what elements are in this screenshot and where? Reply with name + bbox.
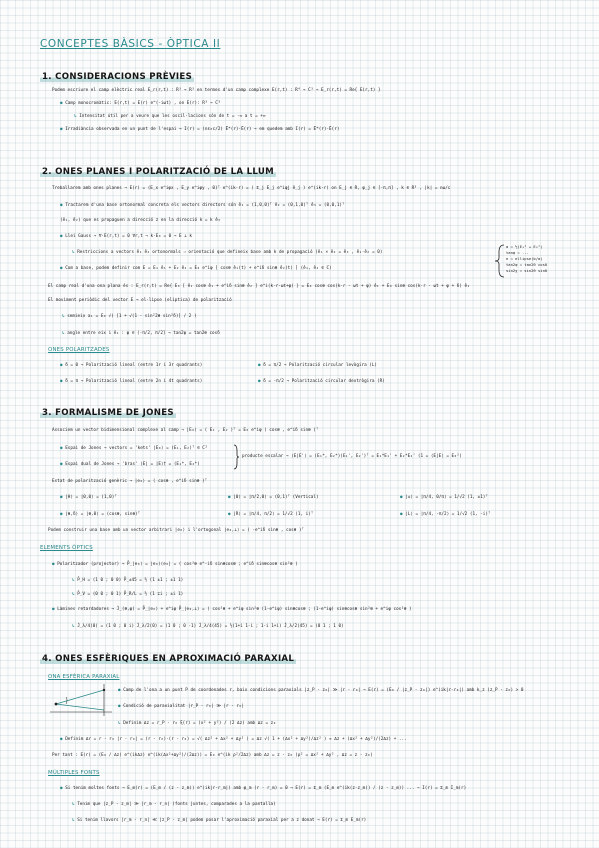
section-heading-1: 1. CONSIDERACIONS PRÈVIES: [42, 72, 193, 82]
state-vector: ● |R⟩ = |π/4, π/2⟩ = 1/√2 (1, i)ᵀ: [228, 512, 314, 517]
side-note: e = ellipse(b/a): [506, 256, 543, 261]
arrow-icon: ↳: [72, 802, 78, 807]
text-line: ● Espai dual de Jones → 'bras' ⟨E| = |E⟩† = (E₁*, E₂*): [60, 462, 200, 467]
text-line: ● δ = π/2 → Polarització circular levògira (L): [258, 363, 378, 368]
bullet-icon: ●: [400, 512, 406, 517]
text-line: ● Com a base, podem definir com E = E₁ ê₁ + E₂ ê₂ = E₀ e^iφ [ cosθ ê₁(t) + e^iδ sinθ ê₂(t) ] (ê₁, ê₂ ∈ C): [60, 266, 332, 271]
text-line: (ê₁, ê₂) que es propaguen a direcció z en la direcció k = k ê₃: [60, 218, 221, 223]
side-note: a = ½(E₁² + E₂²): [506, 244, 543, 249]
state-vector: ● |±⟩ = |π/4, 0/π⟩ = 1/√2 (1, ±1)ᵀ: [400, 495, 488, 500]
bullet-icon: ●: [118, 704, 124, 709]
state-vector: ● |L⟩ = |π/4, -π/2⟩ = 1/√2 (1, -i)ᵀ: [400, 512, 491, 517]
bullet-icon: ●: [60, 363, 66, 368]
source-point: [55, 703, 58, 706]
text-line: ● Definim Δr = r - r₀ |r - r₀| = (r - r₀)·(r - r₀) = √( Δz² + Δx² + Δy² ) = Δz √( 1 + (Δx² + Δy²)/Δz² ) ≈ Δz + (Δx² + Δy²)/(2Δz) + ...: [60, 737, 407, 742]
text-line: ● δ = -π/2 → Polarització circular dextrògira (R): [258, 379, 385, 384]
arrow-icon: ↳: [62, 331, 68, 336]
text-line: Podem escriure el camp elèctric real E_r(r,t) : R³ → R³ en termes d'un camp complexe E(r,t) : R⁴ → C³ → E_r(r,t) = Re{ E(r,t) }: [52, 88, 381, 93]
bullet-icon: ●: [60, 495, 66, 500]
bullet-icon: ●: [60, 266, 66, 271]
text-line: ↳ Si tenim llavors |r_m - r_n| ≪ |z_P - z_m| podem posar l'aproximació paraxial per a z donat → E(r) = Σ_m E_m(r): [72, 818, 367, 823]
side-note: tan2ψ = tan2θ cosδ: [506, 262, 548, 267]
text-line: ↳ angle entre eix i ê₁ : ψ ∈ (-π/2, π/2] → tan2ψ = tan2θ cosδ: [62, 331, 220, 336]
state-vector: ● |θ,δ⟩ = |θ,0⟩ = (cosθ, sinθ)ᵀ: [60, 512, 141, 517]
section-heading-3: 3. FORMALISME DE JONES: [42, 408, 174, 418]
bullet-icon: ●: [60, 512, 66, 517]
bullet-icon: ●: [258, 379, 264, 384]
matrix-line: ↳ P̂_H = (1 0 ; 0 0) P̂_±45 = ½ (1 ±1 ; ±1 1): [72, 578, 184, 583]
text-line: ● Si tenim moltes fonts → E_m(r) = (E_m / (z - z_m)) e^(ik|r-r_m|) amb φ_m (r - r_m) = 0 → E(r) = Σ_m (E_m e^(ik(z-z_m)) / (z - z_m)) ... → I(r) = Σ_m I_m(r): [60, 786, 467, 791]
text-line: Treballarem amb ones planes → E(r) = (E_x e^iφx , E_y e^iφy , 0)ᵀ e^(ik·r) = ( Σ_j E_j e^iφj ê_j ) e^(ik·r) on E_j ∈ R, φ_j ∈ [-π,π] , k ∈ R³ , |k| = nω/c: [52, 186, 451, 191]
ray-line: [56, 690, 104, 704]
bullet-icon: ●: [52, 607, 58, 612]
arrow-icon: ↳: [72, 592, 78, 597]
text-line: ● Tractarem d'una base ortonormal concreta els vectors directors són ê₁ = (1,0,0)ᵀ ê₂ = (0,1,0)ᵀ ê₃ = (0,0,1)ᵀ: [60, 203, 345, 208]
text-line: Estat de polarització genèric → |e₀⟩ = ( cosθ , e^iδ sinθ )ᵀ: [52, 479, 208, 484]
subheading: MÚLTIPLES FONTS: [48, 770, 100, 776]
text-line: ● Polaritzador (projector) → P̂_|e₀⟩ = |e₀⟩⟨e₀| = ( cos²θ e^-iδ sinθcosθ ; e^iδ sinθcosθ sin²θ ): [52, 562, 298, 567]
bullet-icon: ●: [228, 495, 234, 500]
text-line: Podem construir una base amb un vector arbitrari |e₀⟩ i l'ortogonal |e₀,⊥⟩ = ( -e^iδ sinθ , cosθ )ᵀ: [48, 528, 305, 533]
text-line: El camp real d'una ona plana és : E_r(r,t) = Re{ E₀ [ ê₁ cosθ ê₁ + e^iδ sinθ ê₂ ] e^i(k·r-ωt+φ) } = E₀ cosθ cos(k·r - ωt + φ) ê₁ + E₀ sinθ cos(k·r - ωt + φ + δ) ê₂: [48, 284, 470, 289]
subheading: ONES POLARITZADES: [48, 347, 110, 353]
text-line: ● δ = π → Polarització lineal (entre 2n i 4t quadrants): [60, 379, 203, 384]
side-note: sin2χ = sin2θ sinδ: [506, 268, 548, 273]
arrow-icon: ↳: [72, 250, 78, 255]
text-line: producte escalar → ⟨E|E'⟩ = (E₁*, E₂*)(E₁', E₂')ᵀ = E₁*E₁' + E₂*E₂' (1 = ⟨E|E⟩ = E₀²): [242, 454, 462, 459]
text-line: ● Espai de Jones → vectors = 'kets' |E₀⟩ = (E₁, E₂)ᵀ ∈ C²: [60, 446, 208, 451]
matrix-line: ↳ Ĵ_λ/4(0) = (1 0 ; 0 i) Ĵ_λ/2(0) = (1 0 ; 0 -1) Ĵ_λ/4(45) = ½(1+i 1-i ; 1-i 1+i) Ĵ_λ/2(45) = (0 1 ; 1 0): [72, 624, 344, 629]
text-line: ● δ = 0 → Polarització lineal (entre 1r i 3r quadrants): [60, 363, 203, 368]
bullet-icon: ●: [60, 101, 66, 106]
text-line: ↳ Tenim que |z_P - z_m| ≫ |r_m - r_n| (fonts juntes, comparades a la pantalla): [72, 802, 276, 807]
text-line: ● Llei Gauss → ∇·E(r,t) = 0 ∀r,t → k·E₀ = 0 → E ⊥ k: [60, 234, 192, 239]
bullet-icon: ●: [60, 737, 66, 742]
state-vector: ● |H⟩ = |0,0⟩ = (1,0)ᵀ: [60, 495, 117, 500]
matrix-line: ↳ P̂_V = (0 0 ; 0 1) P̂_R/L = ½ (1 ∓i ; ±i 1): [72, 592, 184, 597]
side-note: tanψ = ...: [506, 250, 529, 255]
paraxial-diagram: [46, 680, 116, 720]
text-line: ● Camp monocromàtic: E(r,t) = E(r) e^(-iωt) , on E(r): R³ → C³: [60, 101, 221, 106]
arrow-icon: ↳: [72, 818, 78, 823]
text-line: ↳ semieix a₁ = E₀ √( [1 + √(1 - sin²2θ sin²δ)] / 2 ): [62, 314, 197, 319]
bullet-icon: ●: [60, 203, 66, 208]
bullet-icon: ●: [60, 786, 66, 791]
bullet-icon: ●: [60, 446, 66, 451]
text-line: ● Irradiància observada en un punt de l'espai → I(r) = (nε₀c/2) Ē*(r)·Ē(r) → em quedem amb I(r) = Ē*(r)·Ē(r): [60, 127, 340, 132]
ray-line: [56, 704, 104, 710]
text-line: ● Camp de l'ona a un punt P de coordenades r, baix condicions paraxials |z_P - z₀| ≫ |r - r₀| → E(r) = (E₀ / |z_P - z₀|) e^(ik|r-r₀|) amb k_z (z_P - z₀) > 0: [118, 688, 524, 693]
bullet-icon: ●: [60, 379, 66, 384]
page-title: CONCEPTES BÀSICS - ÒPTICA II: [40, 38, 221, 50]
arrow-icon: ↳: [72, 624, 78, 629]
bullet-icon: ●: [400, 495, 406, 500]
text-line: ↳ Intensitat útil per a veure que les oscil·lacions són de t = -∞ a t = +∞: [74, 114, 266, 119]
subheading: ELEMENTS ÒPTICS: [40, 545, 93, 551]
arrow-icon: ↳: [74, 114, 80, 119]
observation-point: [103, 689, 105, 691]
section-heading-4: 4. ONES ESFÈRIQUES EN APROXIMACIÓ PARAXIAL: [42, 654, 295, 664]
text-line: ↳ Definim Δz = r_P - r₀ ξ(r) = (x² + y²) / (2 Δz) amb Δz = z₀: [118, 721, 276, 726]
text-line: ● Làmines retardadores → Ĵ_(θ,φ) = P̂_|e₀⟩ + e^iφ P̂_|e₀,⊥⟩ = ( cos²θ + e^iφ sin²θ (1-e^iφ) sinθcosθ ; (1-e^iφ) sinθcosθ sin²θ + e^iφ cos²θ ): [52, 607, 412, 612]
bullet-icon: ●: [60, 462, 66, 467]
arrow-icon: ↳: [72, 578, 78, 583]
subheading: ONA ESFÈRICA PARAXIAL: [48, 674, 120, 680]
brace-icon: [494, 244, 506, 278]
text-line: ● Condició de paraxialitat |r_P - r₀| ≫ |r - r₀|: [118, 704, 245, 709]
bullet-icon: ●: [60, 234, 66, 239]
state-vector: ● |0⟩ = |π/2,0⟩ = (0,1)ᵀ (Vertical): [228, 495, 319, 500]
bullet-icon: ●: [60, 127, 66, 132]
brace-icon: [232, 444, 240, 470]
arrow-icon: ↳: [118, 721, 124, 726]
bullet-icon: ●: [228, 512, 234, 517]
section-heading-2: 2. ONES PLANES I POLARITZACIÓ DE LA LLUM: [42, 167, 275, 177]
text-line: Per tant : E(r) = (E₀ / Δz) e^(ikΔz) e^(ik(Δx²+Δy²)/(2Δz)) = E₀ e^(ik ρ²/2Δz) amb Δz = z - z₀ (ρ² = Δx² + Δy² , Δz = z - z₀): [52, 753, 373, 758]
text-line: Associem un vector bidimensional complexe al camp → |E₀⟩ = ( E₁ , E₂ )ᵀ = E₀ e^iφ ( cosθ , e^iδ sinθ )ᵀ: [52, 428, 319, 433]
text-line: El moviment periòdic del vector E → el·lipse (elíptica) de polarització: [48, 298, 232, 303]
bullet-icon: ●: [52, 562, 58, 567]
arrow-icon: ↳: [62, 314, 68, 319]
bullet-icon: ●: [118, 688, 124, 693]
text-line: ↳ Restriccions a vectors ê₁ ê₂ ortonormals ⇒ orientació que defineix base amb k de propagació (ê₁ × ê₂ = ê₃ , ê₁·ê₂ = 0): [72, 250, 383, 255]
bullet-icon: ●: [258, 363, 264, 368]
